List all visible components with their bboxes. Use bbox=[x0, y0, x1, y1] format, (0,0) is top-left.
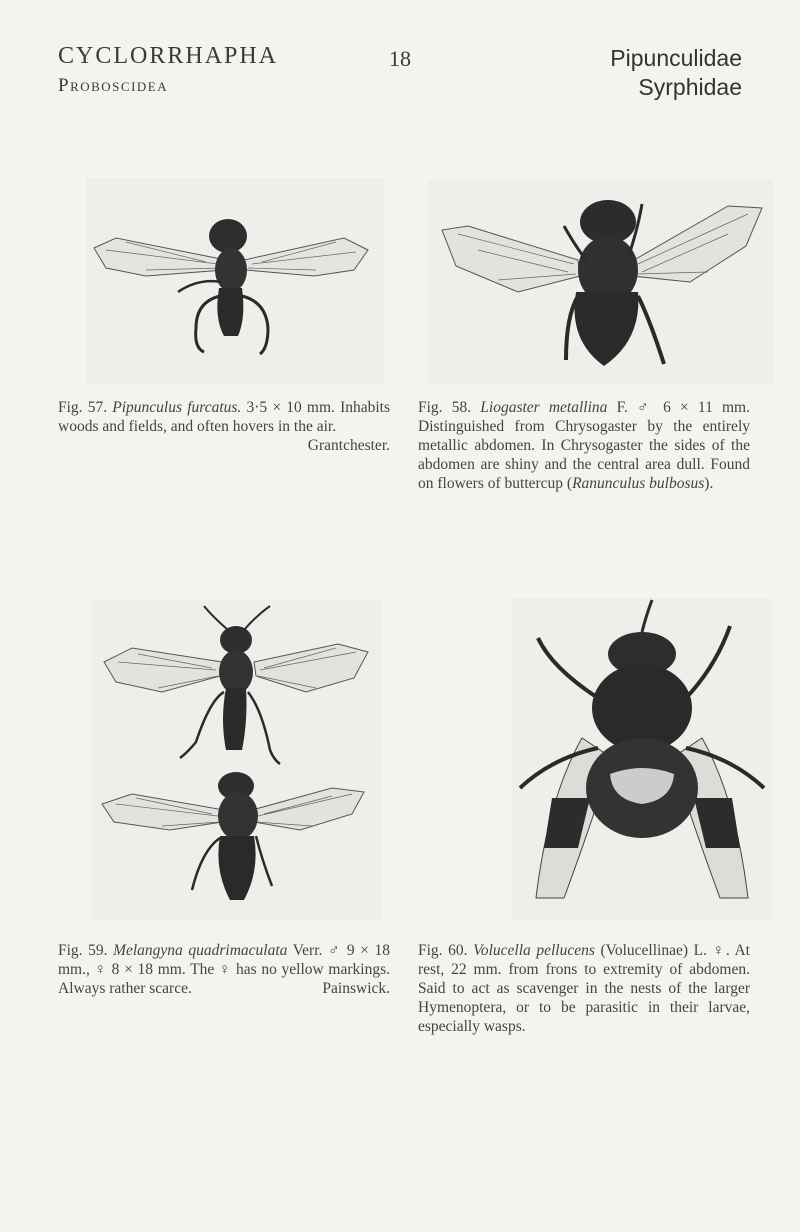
order-heading: CYCLORRHAPHA bbox=[58, 43, 279, 69]
locality: Grantchester. bbox=[307, 437, 390, 454]
running-header-left bbox=[58, 44, 278, 95]
caption-text: (Volucellinae) L. ♀. At rest, 22 mm. from frons to extremity of abdomen. Said to act as scavenger in the nests of the larger Hymenoptera, or to be parasitic in their larvae, especially wasps. bbox=[418, 942, 750, 1035]
fig-label: Fig. 58. bbox=[418, 399, 472, 416]
suborder-heading: Proboscidea bbox=[58, 75, 169, 96]
specimen-photo-fig-60 bbox=[512, 598, 772, 920]
caption-text: Verr. ♂ 9 × 18 mm., ♀ 8 × 18 mm. The ♀ has no yellow markings. Always rather scarce. bbox=[58, 942, 390, 997]
caption-text-end: ). bbox=[704, 475, 714, 492]
species-name: Liogaster metallina bbox=[480, 399, 608, 416]
specimen-photo-fig-57 bbox=[86, 178, 384, 384]
caption-fig-60 bbox=[418, 941, 750, 1036]
caption-text: F. ♂ 6 × 11 mm. Distinguished from Chrysogaster by the entirely metallic abdomen. In Chrysogaster the sides of the abdomen are shiny and the central area dull. Found on flowers of buttercup ( bbox=[418, 399, 750, 492]
locality: Painswick. bbox=[322, 980, 390, 997]
plant-name: Ranunculus bulbosus bbox=[572, 475, 705, 492]
family-heading-2: Syrphidae bbox=[638, 73, 742, 100]
species-name: Volucella pellucens bbox=[473, 942, 595, 959]
caption-fig-58 bbox=[418, 398, 750, 493]
page-number: 18 bbox=[389, 46, 411, 71]
running-header-right bbox=[610, 44, 742, 102]
caption-fig-57 bbox=[58, 398, 390, 455]
caption-text: 3·5 × 10 mm. Inhabits woods and fields, and often hovers in the air. bbox=[58, 399, 390, 435]
species-name: Pipunculus furcatus. bbox=[112, 399, 242, 416]
species-name: Melangyna quadrimaculata bbox=[113, 942, 288, 959]
specimen-photo-fig-58 bbox=[428, 180, 773, 385]
family-heading-1: Pipunculidae bbox=[610, 45, 742, 71]
caption-fig-59 bbox=[58, 941, 390, 998]
fig-label: Fig. 59. bbox=[58, 942, 108, 959]
fig-label: Fig. 57. bbox=[58, 399, 108, 416]
specimen-photo-fig-59 bbox=[92, 600, 382, 920]
fig-label: Fig. 60. bbox=[418, 942, 468, 959]
